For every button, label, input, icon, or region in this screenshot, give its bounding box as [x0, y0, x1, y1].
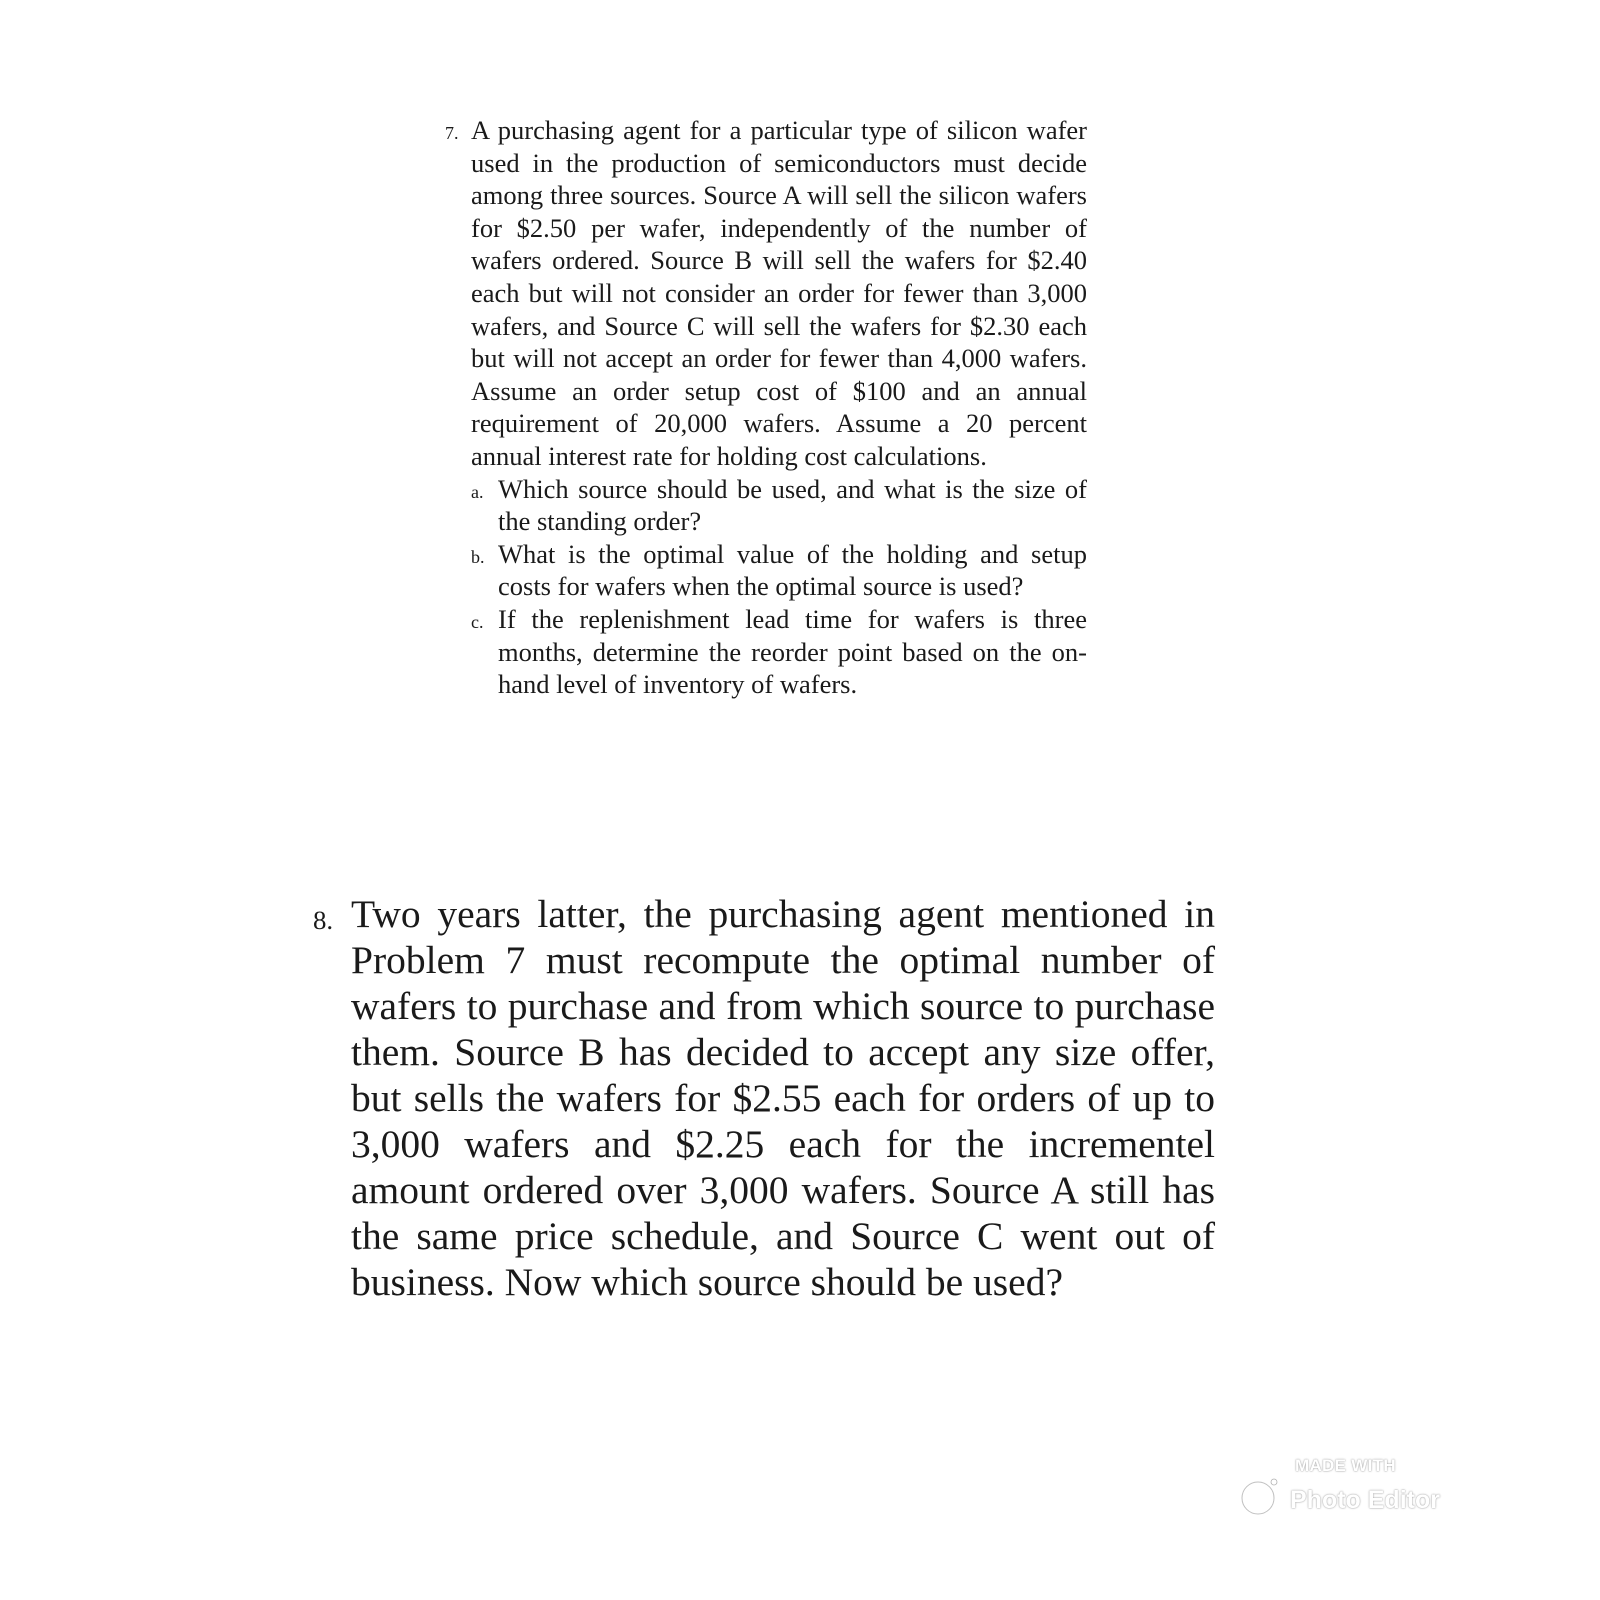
part-a-label: a. — [471, 481, 484, 502]
problem-8-text: Two years latter, the purchasing agent mentioned in Problem 7 must recompute the optimal number of wafers to purchase and from which source to purchase them. Source B has decided to accept any size offer, but sells the wafers for $2.55 each for orders of up to 3,000 wafers and $2.25 each for the incrementel amount ordered over 3,000 wafers. Source A still has the same price schedule, and Source C went out of business. Now which source should be used? — [351, 892, 1215, 1304]
watermark-made-with: MADE WITH — [1295, 1456, 1396, 1475]
part-b-text: What is the optimal value of the holding and setup costs for wafers when the optimal source is used? — [498, 538, 1087, 602]
problem-7-part-c — [471, 603, 1087, 701]
part-b-label: b. — [471, 546, 485, 567]
part-c-text: If the replenishment lead time for wafers is three months, determine the reorder point based on the on-hand level of inventory of wafers. — [498, 603, 1087, 700]
problem-7-text: A purchasing agent for a particular type of silicon wafer used in the production of semiconductors must decide among three sources. Source A will sell the silicon wafers for $2.50 per wafer, independently of the number of wafers ordered. Source B will sell the wafers for $2.40 each but will not consider an order for fewer than 3,000 wafers, and Source C will sell the wafers for $2.30 each but will not accept an order for fewer than 4,000 wafers. Assume an order setup cost of $100 and an annual requirement of 20,000 wafers. Assume a 20 percent annual interest rate for holding cost calculations. — [471, 115, 1087, 471]
problem-8 — [313, 891, 1215, 1305]
problem-7-parts — [471, 473, 1087, 701]
watermark — [1238, 1456, 1478, 1526]
part-a-text: Which source should be used, and what is the size of the standing order? — [498, 473, 1087, 537]
problem-7-number: 7. — [445, 123, 459, 143]
problem-8-number: 8. — [313, 905, 334, 935]
problem-7-part-b — [471, 538, 1087, 603]
problem-7 — [445, 114, 1087, 701]
watermark-photo-editor: Photo Editor — [1290, 1486, 1440, 1514]
problem-7-part-a — [471, 473, 1087, 538]
part-c-label: c. — [471, 611, 484, 632]
photo-editor-logo-icon — [1238, 1478, 1278, 1518]
